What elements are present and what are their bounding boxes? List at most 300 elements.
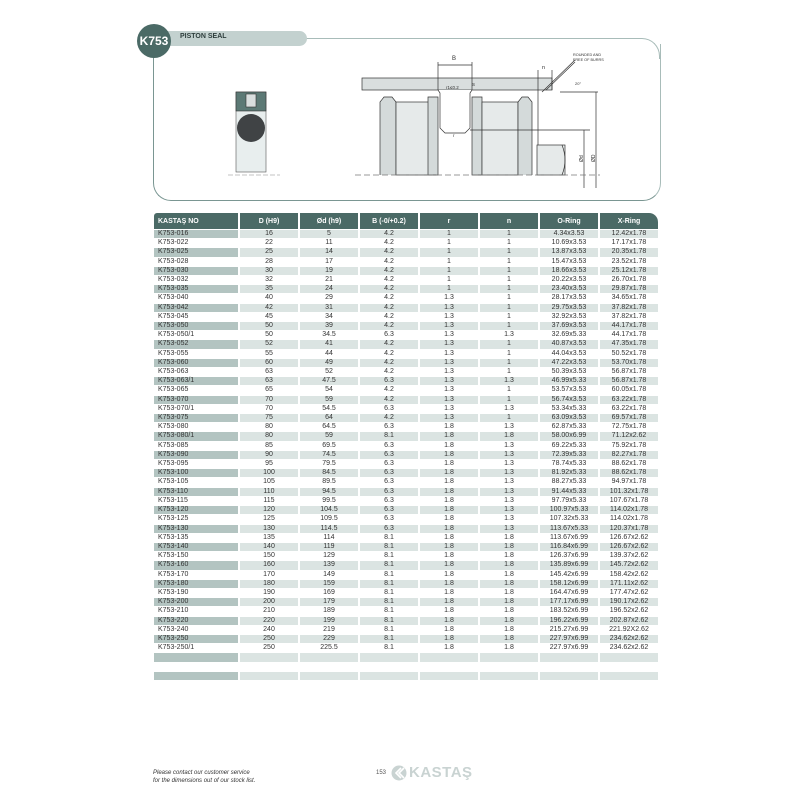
table-cell: 56.74x3.53 (540, 396, 598, 404)
table-cell: 164.47x6.99 (549, 588, 589, 596)
table-row (154, 626, 658, 634)
table-row (154, 368, 658, 376)
table-row (154, 571, 658, 579)
table-cell: 94.5 (300, 488, 358, 496)
table-cell: 26.70x1.78 (611, 276, 647, 284)
table-cell: 78.74x5.33 (551, 460, 587, 468)
table-cell: K753-110 (154, 488, 238, 496)
table-row (154, 359, 658, 367)
table-cell: 1.8 (444, 570, 454, 578)
svg-text:ROUNDED AND: ROUNDED AND (573, 53, 602, 57)
table-cell: 4.2 (360, 340, 418, 348)
table-cell: 4.2 (384, 312, 394, 320)
table-cell: 4.34x3.53 (540, 230, 598, 238)
table-cell: 1.3 (480, 488, 538, 496)
table-row (154, 561, 658, 569)
table-cell: 1.8 (444, 625, 454, 633)
col-header-kastas-no: KASTAŞ NO (154, 213, 238, 229)
table-row (154, 331, 658, 339)
table-cell: 45 (265, 312, 273, 320)
table-cell: 171.11x2.62 (600, 580, 658, 588)
table-cell: 158.12x6.99 (540, 580, 598, 588)
table-cell: 1.3 (444, 404, 454, 412)
table-cell: 23.40x3.53 (540, 285, 598, 293)
table-cell: 190 (263, 588, 275, 596)
table-row (154, 552, 658, 560)
table-cell: K753-170 (158, 570, 189, 578)
table-cell: 69.22x5.33 (551, 441, 587, 449)
table-cell: 196.22x6.99 (540, 617, 598, 625)
table-cell: 202.87x2.62 (600, 617, 658, 625)
table-cell: 159 (300, 580, 358, 588)
table-cell: 4.2 (384, 386, 394, 394)
table-cell: 50.52x1.78 (611, 349, 647, 357)
table-cell: 32.69x5.33 (551, 331, 587, 339)
table-cell: 1 (447, 239, 451, 247)
table-cell: 145.72x2.62 (600, 561, 658, 569)
col-header-B: B (-0/+0.2) (360, 213, 418, 229)
table-cell: 1.3 (504, 423, 514, 431)
table-cell: 53.57x3.53 (551, 386, 587, 394)
table-row (154, 580, 658, 588)
table-cell: 64 (300, 414, 358, 422)
table-row (154, 469, 658, 477)
table-cell: 49 (300, 359, 358, 367)
table-cell: 35 (240, 285, 298, 293)
table-row (154, 248, 658, 256)
table-cell: K753-080 (158, 423, 189, 431)
table-cell: 113.67x5.33 (540, 525, 598, 533)
table-cell: 54.5 (322, 404, 336, 412)
table-cell: 150 (263, 552, 275, 560)
table-cell: 44 (325, 349, 333, 357)
svg-text:r: r (453, 133, 455, 138)
table-cell: 114.02x1.78 (600, 506, 658, 514)
table-cell (154, 672, 238, 681)
table-cell: 60 (240, 359, 298, 367)
table-cell: 1 (480, 340, 538, 348)
table-cell: 1.8 (420, 580, 478, 588)
table-cell: 135.89x6.99 (540, 561, 598, 569)
table-cell: 54 (325, 386, 333, 394)
table-cell: 42 (240, 304, 298, 312)
table-row (154, 515, 658, 523)
table-cell: 1.8 (420, 543, 478, 551)
table-cell: 119 (300, 543, 358, 551)
table-cell: 1 (480, 248, 538, 256)
table-cell: 113.67x6.99 (549, 533, 588, 541)
table-row (154, 460, 658, 468)
table-cell (240, 663, 298, 671)
table-cell: 126.67x2.62 (600, 543, 658, 551)
table-row (154, 276, 658, 284)
table-cell: 1.3 (504, 515, 514, 523)
table-cell: 59 (300, 396, 358, 404)
table-cell: 1.3 (444, 349, 454, 357)
table-cell: 1.8 (480, 598, 538, 606)
table-cell: 4.2 (384, 276, 394, 284)
table-cell: 169 (323, 588, 335, 596)
table-cell: 12.42x1.78 (600, 230, 658, 238)
table-cell: 32 (265, 276, 273, 284)
table-cell: 1.3 (444, 294, 454, 302)
table-cell: K753-135 (158, 533, 189, 541)
table-cell: 4.2 (360, 322, 418, 330)
table-row (154, 285, 658, 293)
table-cell: 1.8 (420, 469, 478, 477)
table-cell: 1.3 (504, 460, 514, 468)
svg-text:B: B (452, 56, 457, 62)
table-cell: 34 (325, 312, 333, 320)
table-cell: 52 (240, 340, 298, 348)
table-cell: 114.5 (300, 525, 358, 533)
table-cell: 1.8 (504, 588, 514, 596)
table-cell: 4.2 (360, 230, 418, 238)
table-cell: K753-105 (158, 478, 189, 486)
table-cell: 1.8 (444, 423, 454, 431)
table-cell: K753-240 (158, 625, 189, 633)
table-row (154, 313, 658, 321)
table-cell: 221.92X2.62 (609, 625, 649, 633)
table-cell: 16 (240, 230, 298, 238)
table-cell: 74.5 (300, 451, 358, 459)
table-cell: 4.2 (384, 239, 394, 247)
table-cell: 22 (265, 239, 273, 247)
kastas-logo-icon (391, 765, 407, 781)
table-cell: 4.2 (360, 248, 418, 256)
table-cell: 24 (300, 285, 358, 293)
table-cell: 44.17x1.78 (611, 331, 647, 339)
table-cell: 135 (263, 533, 275, 541)
table-cell: 1.3 (444, 386, 454, 394)
table-cell: K753-052 (154, 340, 238, 348)
col-header-D: D (H9) (240, 213, 298, 229)
table-cell: 109.5 (320, 515, 338, 523)
table-cell: 1.8 (480, 580, 538, 588)
table-cell: 139.37x2.62 (609, 552, 649, 560)
table-cell: 21 (325, 276, 333, 284)
table-cell: 8.1 (384, 552, 394, 560)
table-cell: 37.69x3.53 (540, 322, 598, 330)
table-cell: 47.5 (300, 377, 358, 385)
table-cell: 4.2 (384, 368, 394, 376)
table-cell: 200 (240, 598, 298, 606)
table-cell: 1 (480, 359, 538, 367)
table-cell: 180 (240, 580, 298, 588)
svg-text:Ød: Ød (579, 155, 585, 162)
table-cell: 126.37x6.99 (549, 552, 589, 560)
col-header-r: r (420, 213, 478, 229)
table-cell: 1.8 (444, 588, 454, 596)
col-header-n: n (480, 213, 538, 229)
table-cell: 1 (420, 285, 478, 293)
table-cell: 46.99x5.33 (540, 377, 598, 385)
table-row (154, 340, 658, 348)
table-cell: 1 (507, 349, 511, 357)
table-cell (480, 653, 538, 662)
table-cell: 4.2 (384, 349, 394, 357)
table-cell: 1.3 (504, 331, 514, 339)
table-cell: 1.3 (420, 396, 478, 404)
table-cell: 82.27x1.78 (600, 451, 658, 459)
table-cell: 1.8 (504, 625, 514, 633)
page-number: 153 (376, 770, 387, 776)
table-cell: 6.3 (384, 478, 394, 486)
table-cell: 58.00x6.99 (540, 432, 598, 440)
table-cell: 1.8 (444, 478, 454, 486)
table-cell: 115 (263, 496, 275, 504)
table-cell: 6.3 (384, 441, 394, 449)
table-cell: 50 (240, 322, 298, 330)
table-row (154, 239, 658, 247)
table-row (154, 258, 658, 266)
table-cell (154, 663, 238, 671)
table-cell: 6.3 (384, 404, 394, 412)
table-cell: 1 (507, 386, 511, 394)
table-cell: K753-050 (154, 322, 238, 330)
table-cell: 229 (300, 635, 358, 643)
brand-name: KASTAŞ (409, 764, 473, 781)
table-cell (540, 653, 598, 662)
table-cell (600, 653, 658, 662)
table-cell: 6.3 (360, 488, 418, 496)
table-cell: 75.92x1.78 (611, 441, 647, 449)
table-cell: 44.04x3.53 (551, 349, 587, 357)
table-cell: 1.8 (444, 533, 454, 541)
table-cell: 1.3 (444, 368, 454, 376)
table-cell: 6.3 (384, 460, 394, 468)
table-row (154, 423, 658, 431)
table-cell: 19 (300, 267, 358, 275)
table-cell: 158.42x2.62 (609, 570, 649, 578)
table-cell (240, 653, 298, 662)
table-cell: 40 (265, 294, 273, 302)
table-cell: 125 (263, 515, 275, 523)
table-cell: 6.3 (384, 331, 394, 339)
table-cell (300, 672, 358, 681)
table-cell: 1.8 (504, 644, 514, 652)
table-cell: 1.8 (420, 635, 478, 643)
table-cell: 104.5 (300, 506, 358, 514)
table-cell: 1 (507, 294, 511, 302)
table-cell: K753-140 (154, 543, 238, 551)
table-cell: K753-125 (158, 515, 189, 523)
table-cell: 1.8 (504, 552, 514, 560)
table-cell: 4.2 (360, 359, 418, 367)
table-cell: K753-095 (158, 460, 189, 468)
table-cell: K753-063/1 (154, 377, 238, 385)
product-code-badge: K753 (137, 24, 171, 58)
footer-note-line1: Please contact our customer service (153, 770, 250, 776)
table-cell: K753-060 (154, 359, 238, 367)
table-cell (600, 663, 658, 671)
table-cell: K753-190 (158, 588, 189, 596)
table-cell: 149 (323, 570, 335, 578)
table-cell: 8.1 (360, 598, 418, 606)
table-row (154, 442, 658, 450)
table-cell: 81.92x5.33 (540, 469, 598, 477)
table-cell: 1.8 (420, 561, 478, 569)
table-cell: 11 (325, 239, 333, 247)
table-cell: 129 (323, 552, 335, 560)
table-cell: 23.52x1.78 (611, 257, 647, 265)
table-cell: 4.2 (360, 267, 418, 275)
table-cell: 70 (265, 404, 273, 412)
table-cell: 1.8 (480, 561, 538, 569)
table-cell: 120.37x1.78 (600, 525, 658, 533)
table-cell: 120 (240, 506, 298, 514)
table-cell: 1.3 (444, 312, 454, 320)
table-cell: 1.8 (480, 617, 538, 625)
table-cell: 99.5 (322, 496, 336, 504)
footer-note-line2: for the dimensions out of our stock list. (153, 778, 256, 784)
table-cell: K753-160 (154, 561, 238, 569)
table-cell: 34.65x1.78 (611, 294, 647, 302)
table-row (154, 488, 658, 496)
table-row (154, 405, 658, 413)
table-cell: 88.27x5.33 (551, 478, 587, 486)
table-cell: 1.3 (504, 441, 514, 449)
table-cell: K753-055 (158, 349, 189, 357)
table-cell: 91.44x5.33 (540, 488, 598, 496)
table-cell: K753-070/1 (158, 404, 195, 412)
product-title: PISTON SEAL (180, 33, 227, 40)
table-cell: 6.3 (360, 377, 418, 385)
table-cell: 1 (480, 304, 538, 312)
table-cell: 1 (507, 239, 511, 247)
table-cell: 177.47x2.62 (609, 588, 649, 596)
table-cell (360, 672, 418, 681)
table-cell: K753-016 (154, 230, 238, 238)
table-cell: 1.3 (480, 469, 538, 477)
table-cell: 8.1 (360, 617, 418, 625)
table-cell: 189 (323, 607, 335, 615)
col-header-d: Ød (h9) (300, 213, 358, 229)
table-cell: 1.3 (504, 478, 514, 486)
table-cell: 6.3 (360, 469, 418, 477)
table-cell: 225.5 (320, 644, 338, 652)
table-cell: 6.3 (360, 525, 418, 533)
table-cell: 65 (265, 386, 273, 394)
table-cell: 39 (300, 322, 358, 330)
table-cell: 1.8 (444, 644, 454, 652)
svg-text:r1≤0.2: r1≤0.2 (446, 85, 459, 90)
table-cell: 199 (300, 617, 358, 625)
table-cell: 1.8 (420, 432, 478, 440)
table-cell: 1.8 (504, 570, 514, 578)
table-row (154, 322, 658, 330)
table-cell: 64.5 (322, 423, 336, 431)
table-cell: 84.5 (300, 469, 358, 477)
table-cell: 1 (480, 285, 538, 293)
table-cell: K753-200 (154, 598, 238, 606)
table-row (154, 589, 658, 597)
table-cell: 1.8 (420, 488, 478, 496)
table-cell: 1.8 (444, 460, 454, 468)
table-cell: K753-130 (154, 525, 238, 533)
table-cell (480, 672, 538, 681)
table-cell: 55 (265, 349, 273, 357)
table-cell: 8.1 (384, 644, 394, 652)
table-cell: 210 (263, 607, 275, 615)
table-cell: 25 (240, 248, 298, 256)
table-cell: K753-063 (158, 368, 189, 376)
table-cell: 1.3 (480, 506, 538, 514)
table-cell: 4.2 (360, 414, 418, 422)
table-cell: K753-250/1 (158, 644, 195, 652)
table-cell: 100.97x5.33 (540, 506, 598, 514)
table-cell: K753-030 (154, 267, 238, 275)
table-cell: 107.32x5.33 (549, 515, 589, 523)
table-row (154, 267, 658, 275)
table-row (154, 653, 658, 662)
table-cell: 130 (240, 525, 298, 533)
table-cell: 50.39x3.53 (551, 368, 587, 376)
table-cell: 69.5 (322, 441, 336, 449)
table-cell (540, 663, 598, 671)
table-cell: 1 (507, 312, 511, 320)
table-row (154, 543, 658, 551)
table-row (154, 663, 658, 671)
table-cell: 63 (265, 368, 273, 376)
col-header-o-ring: O-Ring (540, 213, 598, 229)
table-cell: 8.1 (360, 635, 418, 643)
table-cell: 8.1 (360, 432, 418, 440)
table-cell: K753-075 (154, 414, 238, 422)
table-cell (600, 672, 658, 681)
table-row (154, 506, 658, 514)
table-cell: K753-045 (158, 312, 189, 320)
table-cell: K753-065 (158, 386, 189, 394)
table-cell: 97.79x5.33 (551, 496, 587, 504)
table-cell: 14 (300, 248, 358, 256)
table-cell: K753-032 (158, 276, 189, 284)
table-cell: 1 (420, 248, 478, 256)
table-cell: 5 (300, 230, 358, 238)
table-cell: 196.52x2.62 (609, 607, 649, 615)
table-cell: K753-220 (154, 617, 238, 625)
table-cell: 8.1 (360, 543, 418, 551)
table-cell: 17 (325, 257, 333, 265)
table-cell: 63 (240, 377, 298, 385)
table-cell: 72.75x1.78 (611, 423, 647, 431)
table-header-row (154, 213, 658, 229)
table-cell: 25.12x1.78 (600, 267, 658, 275)
table-cell: 94.97x1.78 (611, 478, 647, 486)
table-cell: 15.47x3.53 (551, 257, 587, 265)
table-cell: 183.52x6.99 (549, 607, 589, 615)
table-cell: 1 (480, 230, 538, 238)
table-cell: 1 (420, 230, 478, 238)
table-cell: 250 (263, 644, 275, 652)
table-cell: 80 (265, 423, 273, 431)
table-cell: 170 (263, 570, 275, 578)
table-cell: 1.8 (420, 451, 478, 459)
table-row (154, 525, 658, 533)
table-cell: 1 (507, 276, 511, 284)
table-cell: 145.42x6.99 (549, 570, 589, 578)
table-cell (240, 672, 298, 681)
table-cell: 234.62x2.62 (600, 635, 658, 643)
table-cell: 41 (300, 340, 358, 348)
table-cell: 75 (240, 414, 298, 422)
table-cell: 1 (480, 322, 538, 330)
table-cell: K753-028 (158, 257, 189, 265)
table-cell: 1 (447, 276, 451, 284)
table-cell: 47.22x3.53 (540, 359, 598, 367)
table-row (154, 534, 658, 542)
table-cell: K753-090 (154, 451, 238, 459)
